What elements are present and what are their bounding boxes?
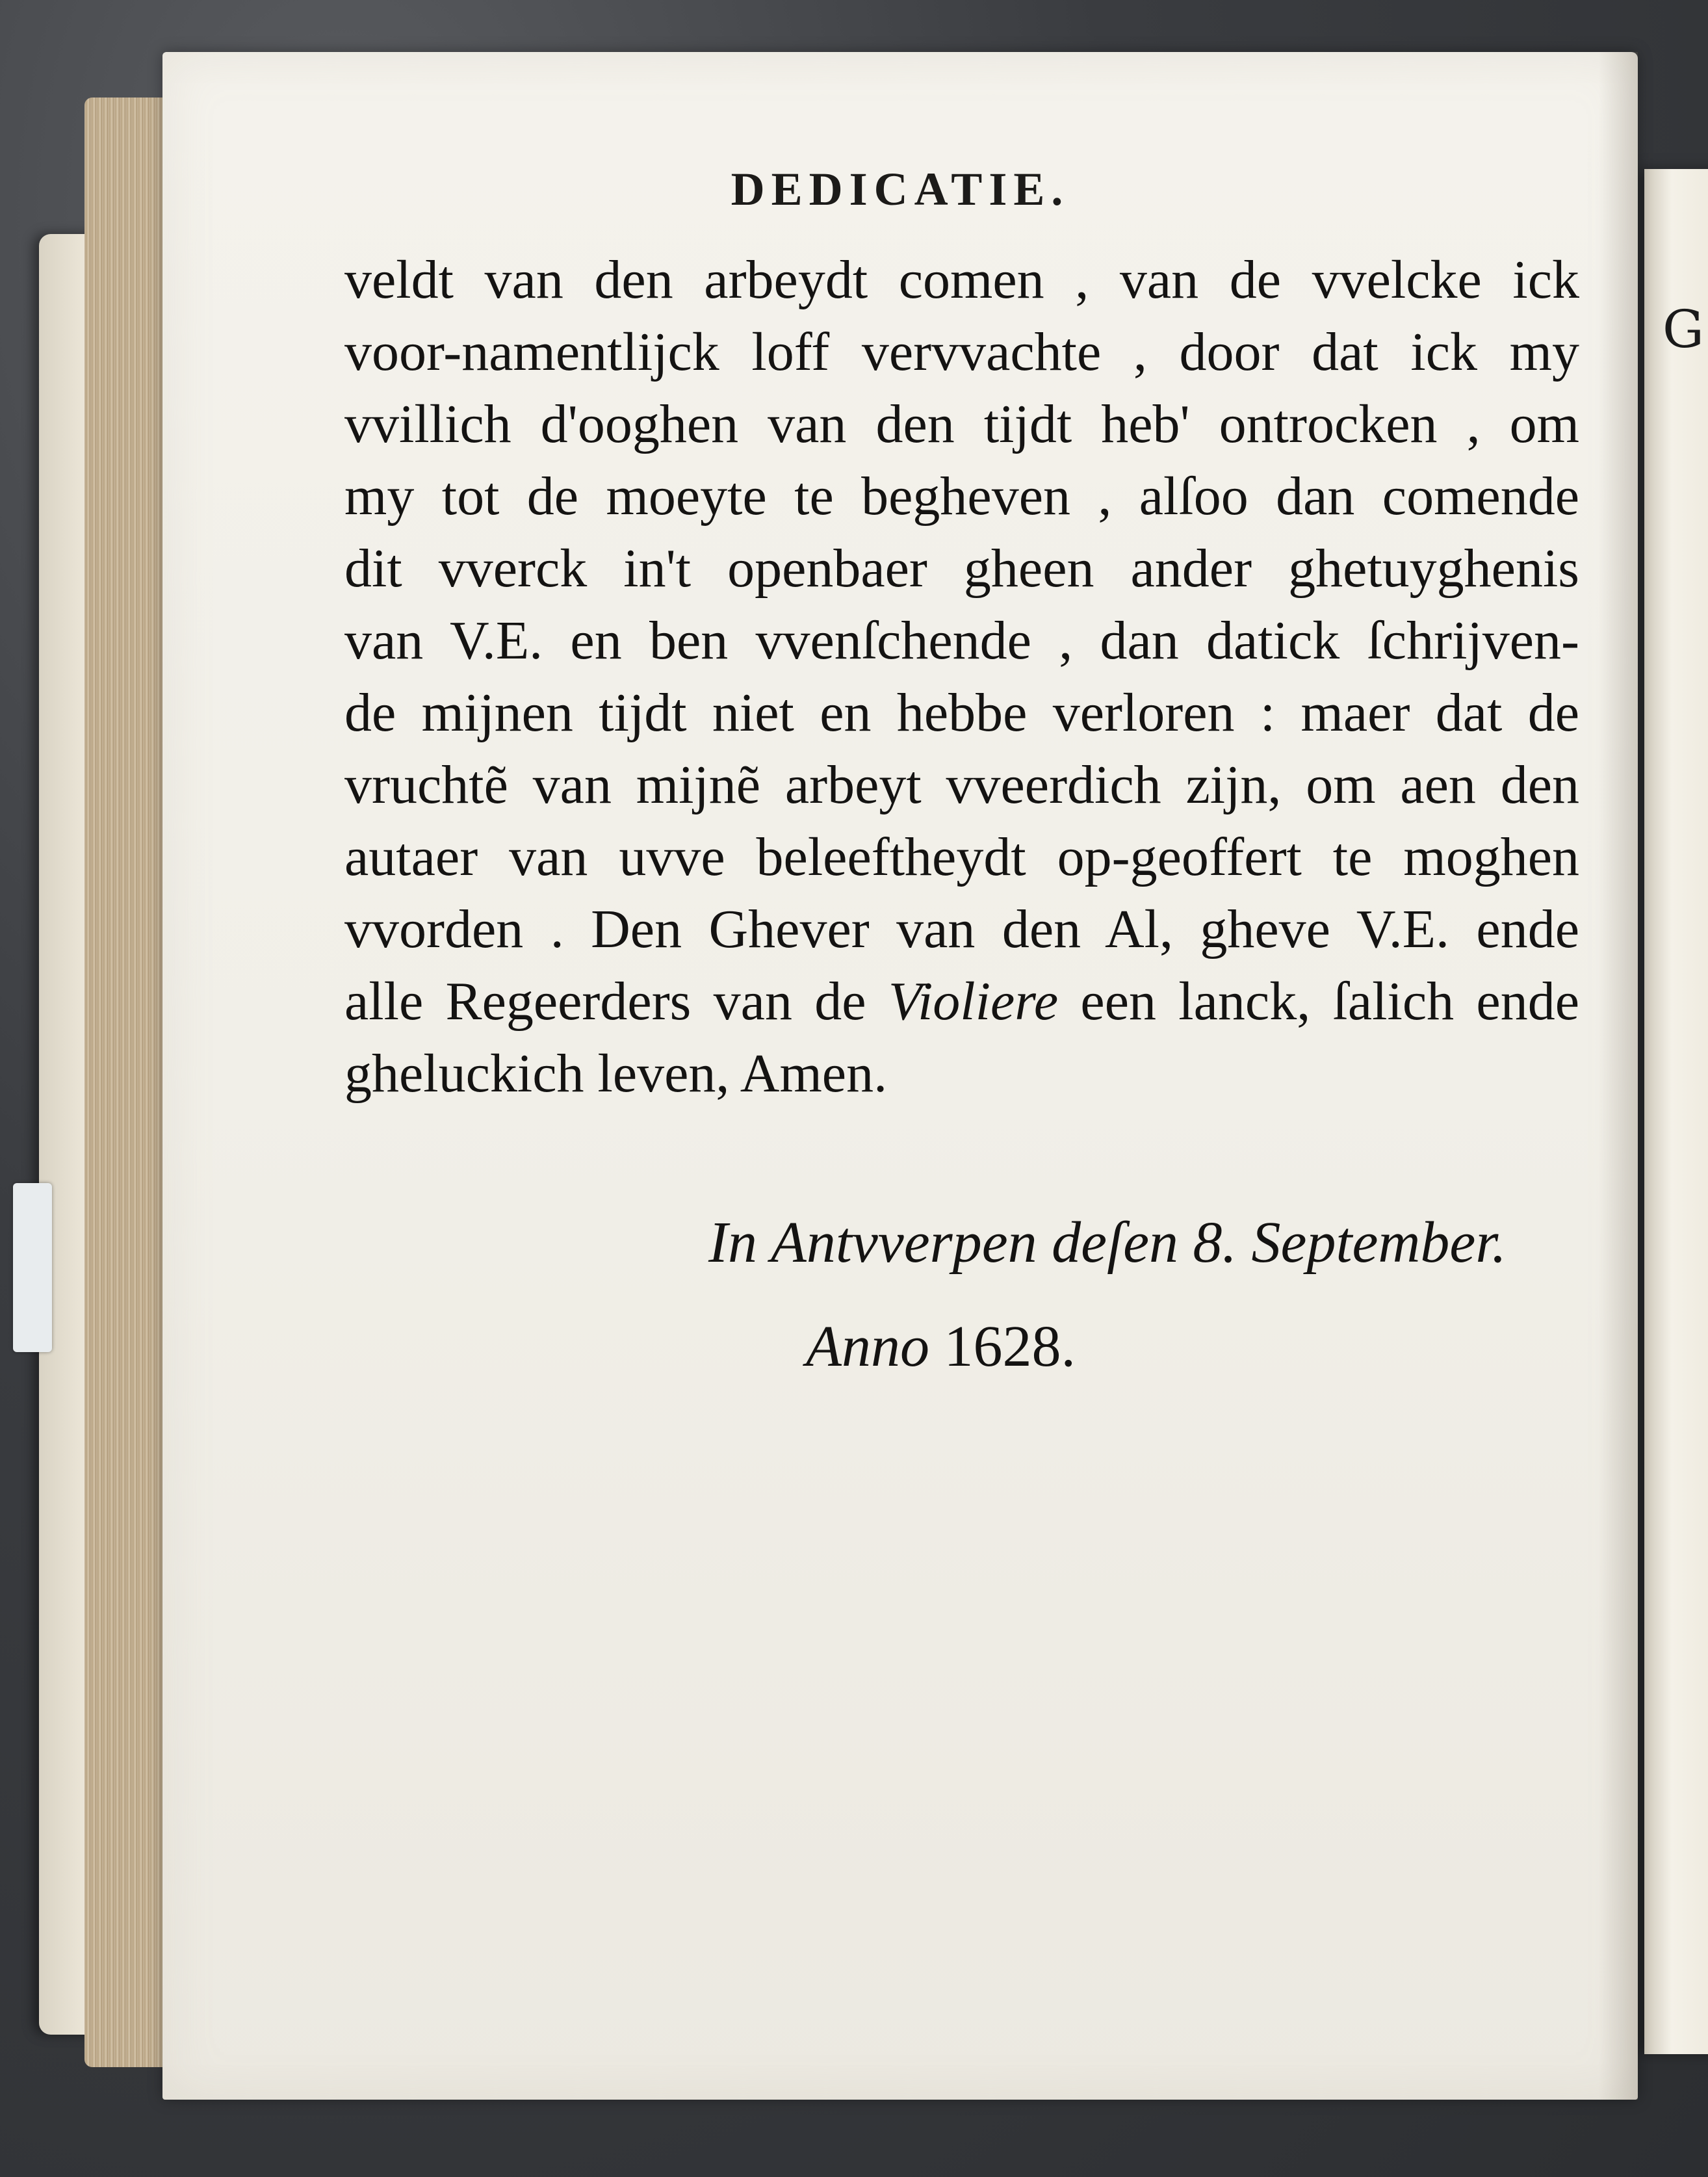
facing-page-glyph: G — [1663, 299, 1704, 359]
text-line: autaer van uvve beleeftheydt op-geoffert te moghen — [344, 827, 1579, 887]
year-word: Anno — [806, 1314, 929, 1379]
book-page — [162, 52, 1638, 2100]
text-line: my tot de moeyte te begheven , alſoo dan comende — [344, 466, 1579, 527]
text-line-closing: gheluckich leven, Amen. — [344, 1043, 888, 1104]
text-segment: alle Regeerders van de — [344, 971, 888, 1032]
dedication-text — [344, 244, 1579, 1110]
text-line: vruchtẽ van mijnẽ arbeyt vveerdich zijn, om aen den — [344, 755, 1579, 815]
text-segment: een lanck, ſalich ende — [1058, 971, 1579, 1032]
bookmark-tab — [13, 1183, 52, 1352]
text-line: voor-namentlijck loff vervvachte , door dat ick my — [344, 322, 1579, 382]
year-line — [806, 1313, 1076, 1380]
facing-page — [1644, 169, 1708, 2054]
text-line: van V.E. en ben vvenſchende , dan datick ſchrijven- — [344, 610, 1579, 671]
place-date-line: In Antvverpen deſen 8. September. — [708, 1210, 1507, 1275]
text-line: dit vverck in't openbaer gheen ander ghetuyghenis — [344, 538, 1579, 599]
text-line: veldt van den arbeydt comen , van de vvelcke ick — [344, 250, 1579, 310]
gutter-shadow — [1599, 52, 1638, 2100]
text-line: vvorden . Den Ghever van den Al, gheve V.E. ende — [344, 899, 1579, 959]
running-header: DEDICATIE. — [731, 163, 1070, 215]
text-line: de mijnen tijdt niet en hebbe verloren : maer dat de — [344, 683, 1579, 743]
year-number: 1628. — [929, 1314, 1076, 1379]
text-line: vvillich d'ooghen van den tijdt heb' ontrocken , om — [344, 394, 1579, 454]
violiere-italic: Violiere — [888, 971, 1059, 1032]
text-line — [344, 965, 1579, 1037]
